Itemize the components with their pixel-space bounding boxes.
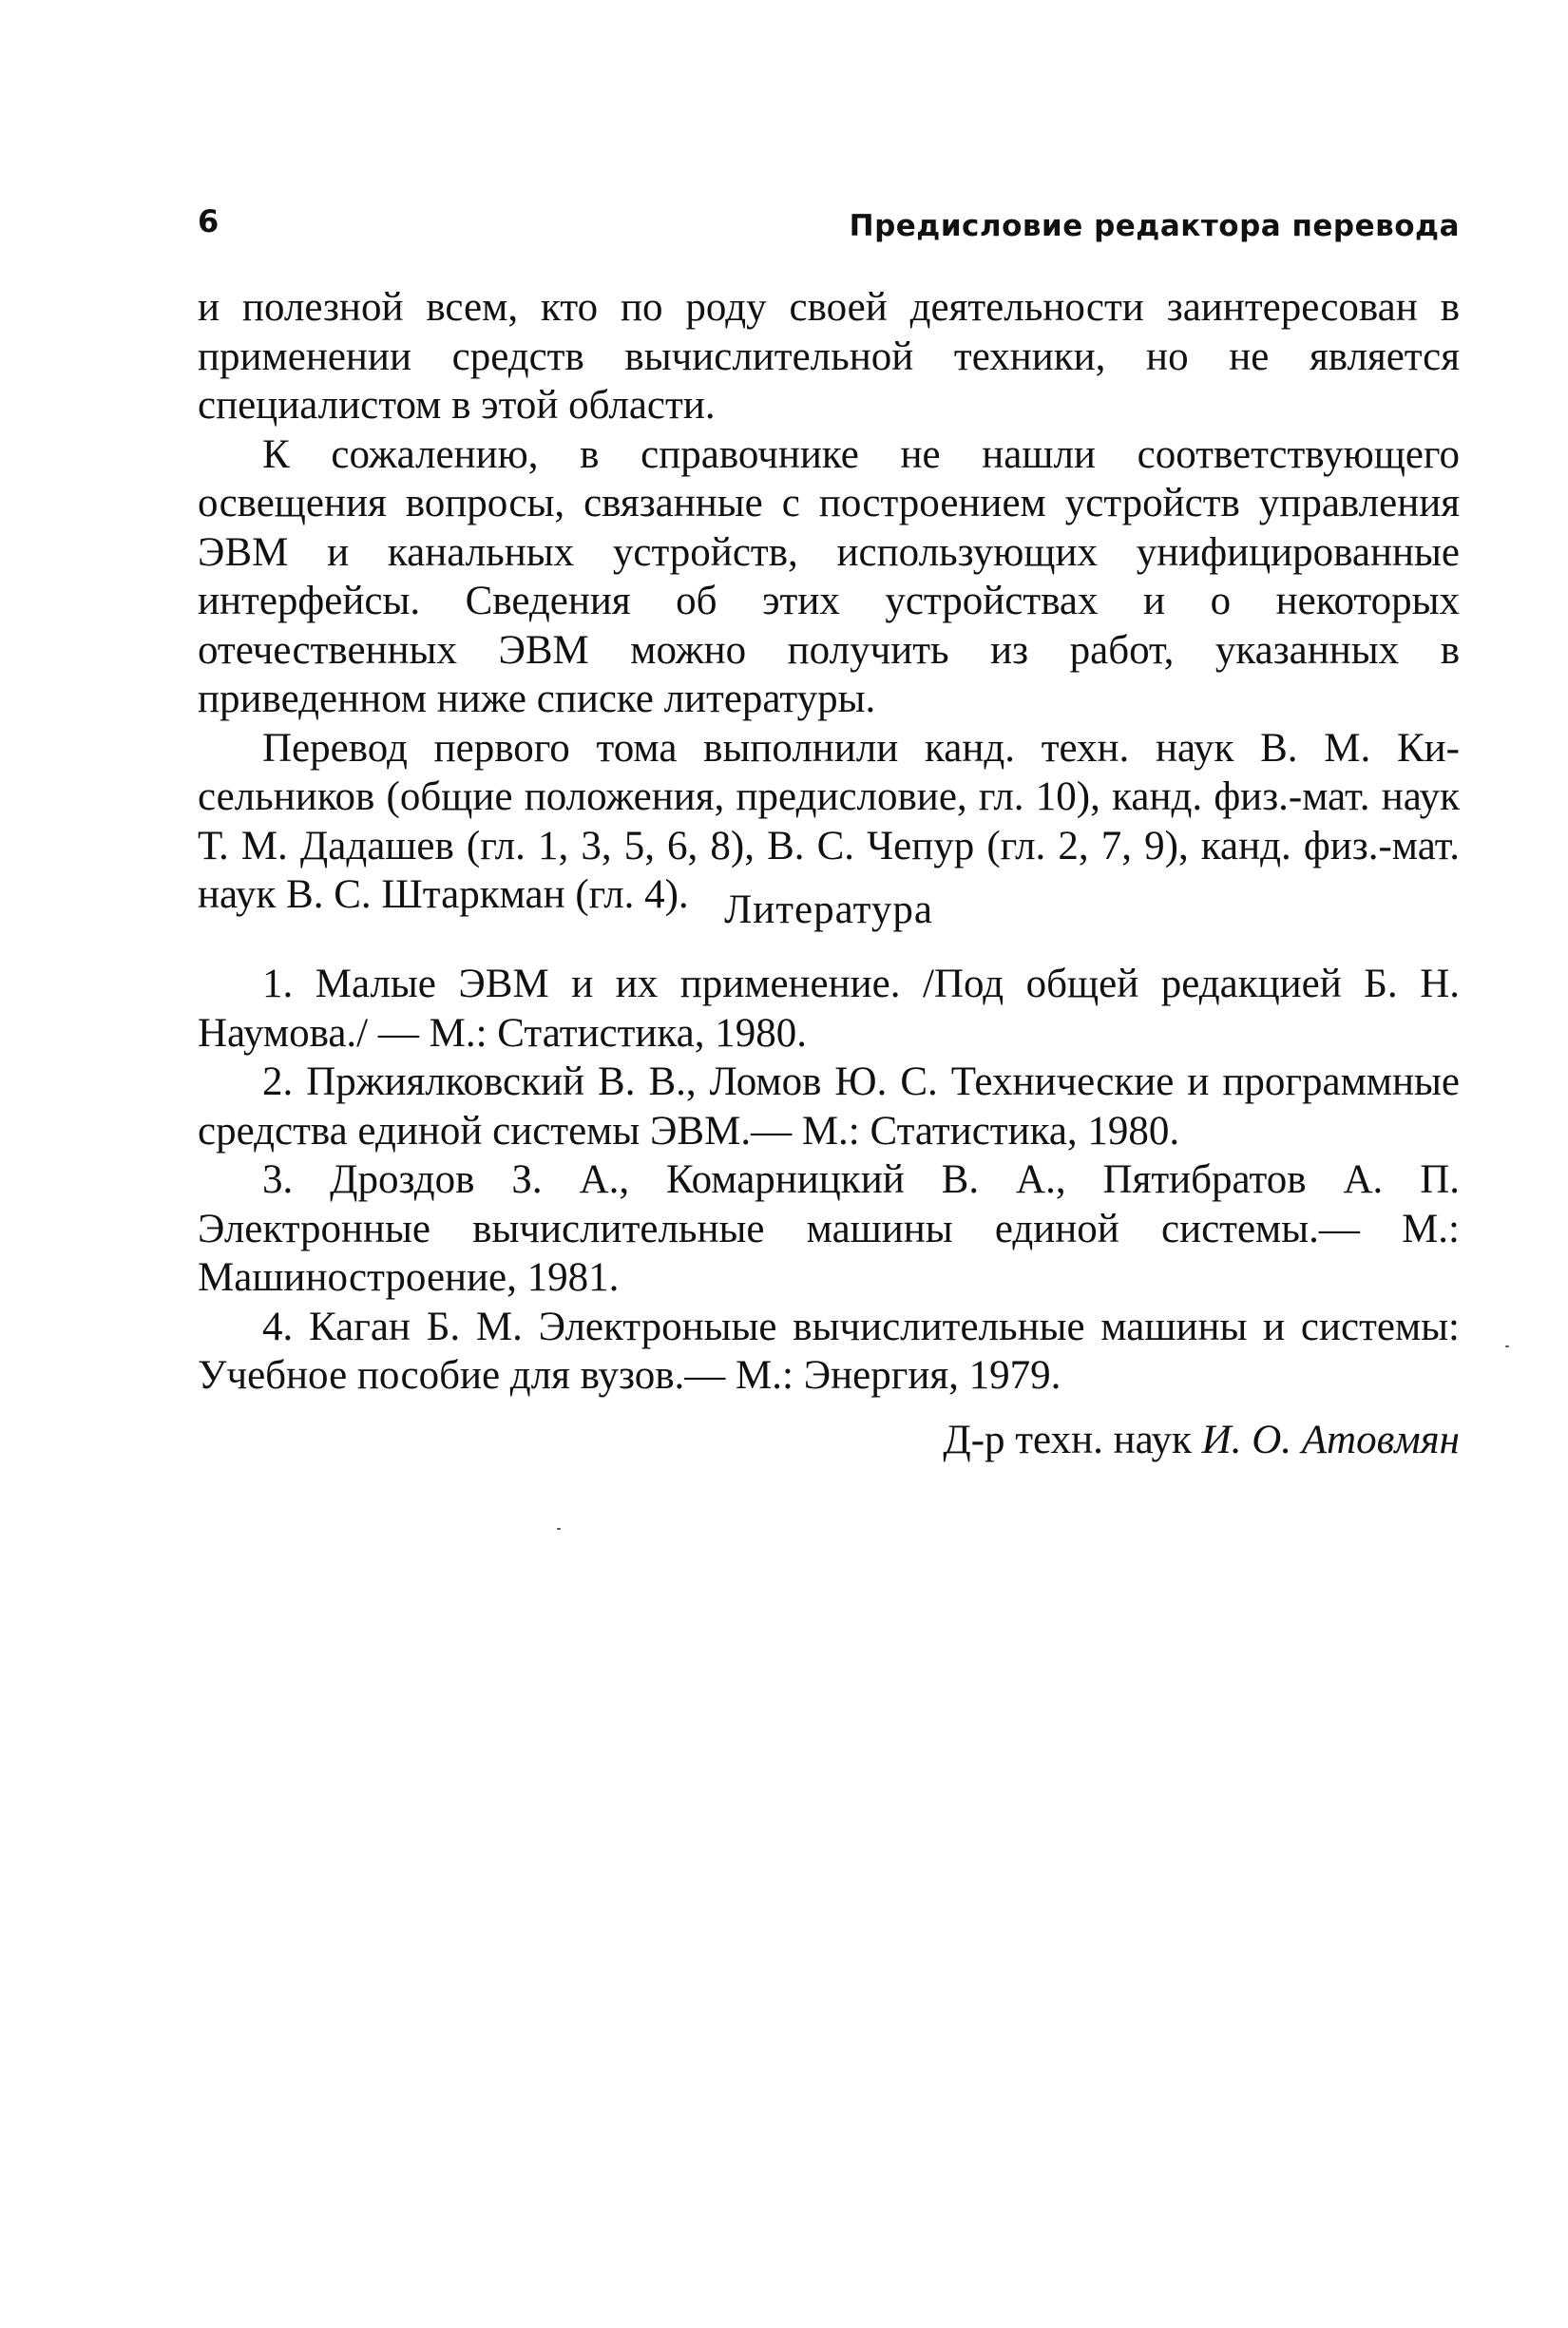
reference-item: 4. Каган Б. М. Электроныые вычислительные машины и системы: Учебное пособие для вузов.— М.: Энергия, 1979. <box>198 1304 1460 1398</box>
scan-speck <box>1505 1345 1509 1347</box>
reference-item: 3. Дроздов З. А., Комарницкий В. А., Пятибратов А. П. Электронные вычислительные машины единой системы.— М.: Машиностроение, 1981. <box>198 1157 1460 1300</box>
references-list <box>198 960 1460 1401</box>
paragraph-translators: Перевод первого тома выполнили канд. техн. наук В. М. Кисельников (общие положения, предисловие, гл. 10), канд. физ.-мат. наук Т. М. Дадашев (гл. 1, 3, 5, 6, 8), В. С. Чепур (гл. 2, 7, 9), канд. физ.-мат. наук В. С. Штаркман (гл. 4). <box>198 725 1460 917</box>
signature-name: И. О. Атовмян <box>1201 1418 1460 1462</box>
body-text <box>198 283 1460 920</box>
signature-credentials: Д-р техн. наук <box>943 1418 1192 1462</box>
references-heading: Литература <box>724 887 933 932</box>
reference-item: 2. Пржиялковский В. В., Ломов Ю. С. Технические и программные средства единой системы ЭВМ.— М.: Статистика, 1980. <box>198 1059 1460 1154</box>
paragraph-reference-note: К сожалению, в справочнике не нашли соответствующего освещения вопросы, связанные с построением устройств управления ЭВМ и канальных устройств, использующих унифицированные интерфейсы. Сведения об этих устройствах и о некоторых отечественных ЭВМ можно получить из работ, указанных в приведенном ниже списке литературы. <box>198 431 1460 721</box>
book-page <box>198 0 1460 2328</box>
page-number: 6 <box>198 203 220 239</box>
running-head <box>198 203 1460 251</box>
scan-speck <box>557 1528 561 1530</box>
reference-item: 1. Малые ЭВМ и их применение. /Под общей редакцией Б. Н. Наумова./ — М.: Статистика, 1980. <box>198 962 1460 1056</box>
running-title: Предисловие редактора перевода <box>849 209 1460 243</box>
editor-signature <box>943 1416 1460 1465</box>
paragraph-continuation: и полезной всем, кто по роду своей деятельности заинтересован в применении средств вычислительной техники, но не является специалистом в этой области. <box>198 285 1460 428</box>
